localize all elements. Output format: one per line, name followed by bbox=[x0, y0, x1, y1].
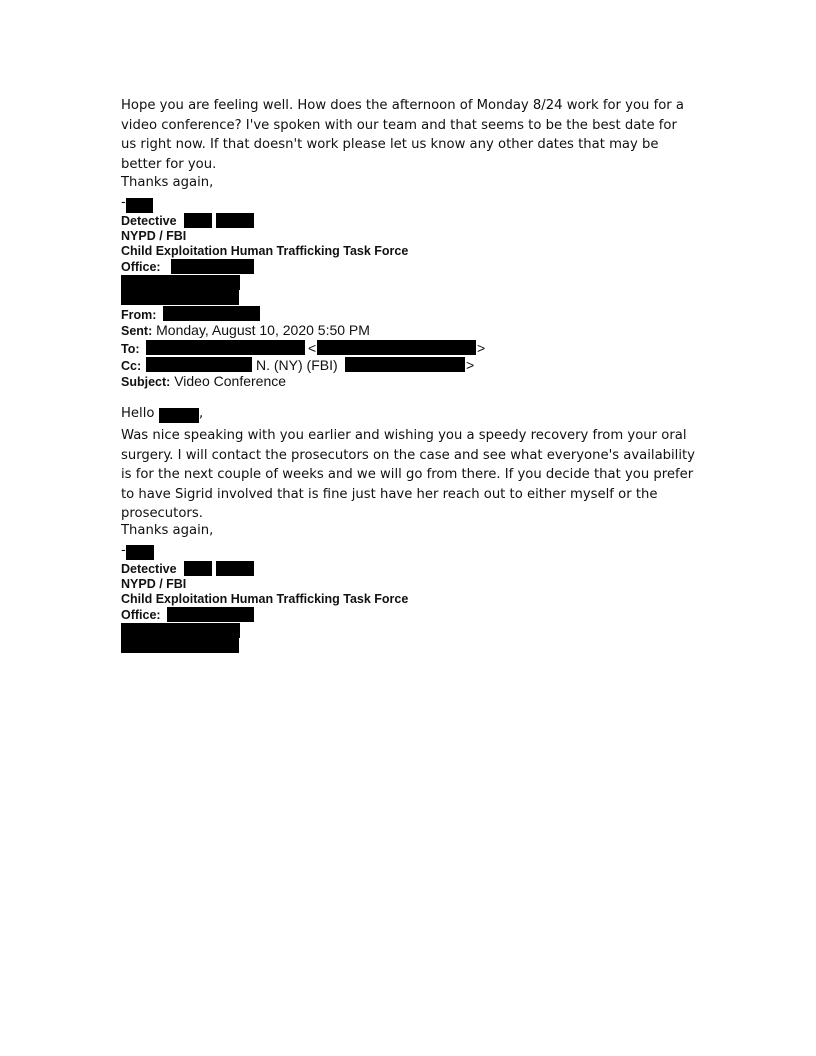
to-label: To: bbox=[121, 342, 140, 356]
message-body-1: Hope you are feeling well. How does the afternoon of Monday 8/24 work for you for a video conference? I've spoken with our team and that seems to be the best date for us right now. If that doesn't work please let us know any other dates that may be better for you. bbox=[121, 98, 684, 172]
signature-org-1: NYPD / FBI bbox=[121, 229, 187, 243]
redaction-box bbox=[159, 408, 199, 423]
signature-office-label-1: Office: bbox=[121, 260, 161, 274]
redaction-box bbox=[317, 340, 476, 355]
cc-label-line bbox=[121, 357, 141, 373]
to-open-bracket: < bbox=[308, 340, 317, 356]
redaction-box bbox=[184, 561, 212, 576]
greeting-2: Hello bbox=[121, 406, 155, 421]
redaction-box bbox=[121, 275, 240, 290]
sender-initial-dash-2: - bbox=[121, 543, 126, 558]
redaction-box bbox=[171, 259, 254, 274]
sent-line bbox=[121, 322, 370, 338]
redaction-box bbox=[146, 340, 305, 355]
redaction-box bbox=[216, 561, 254, 576]
redaction-box bbox=[146, 357, 252, 372]
sent-label: Sent: bbox=[121, 324, 153, 338]
subject-line bbox=[121, 373, 286, 389]
greeting-comma-2: , bbox=[199, 406, 204, 421]
signature-org-2: NYPD / FBI bbox=[121, 577, 187, 591]
from-line bbox=[121, 306, 156, 322]
message-body-2: Was nice speaking with you earlier and wishing you a speedy recovery from your oral surgery. I will contact the prosecutors on the case and see what everyone's availability is for the next couple of weeks and we will go from there. If you decide that you prefer to have Sigrid involved that is fine just have her reach out to either myself or the prosecutors. bbox=[121, 428, 695, 522]
signature-title-1: Detective bbox=[121, 214, 177, 228]
subject-label: Subject: bbox=[121, 375, 171, 389]
to-label-line bbox=[121, 340, 140, 356]
sender-initial-dash-1: - bbox=[121, 195, 126, 210]
cc-label: Cc: bbox=[121, 359, 142, 373]
closing-2: Thanks again, bbox=[121, 523, 214, 538]
redaction-box bbox=[167, 607, 254, 622]
subject-value: Video Conference bbox=[174, 373, 287, 389]
signature-unit-2: Child Exploitation Human Trafficking Task Force bbox=[121, 592, 409, 606]
signature-unit-1: Child Exploitation Human Trafficking Task Force bbox=[121, 244, 409, 258]
redaction-box bbox=[216, 213, 254, 228]
redaction-box bbox=[184, 213, 212, 228]
redaction-box bbox=[121, 290, 239, 305]
to-close-bracket: > bbox=[477, 340, 486, 356]
redaction-box bbox=[163, 306, 260, 321]
signature-title-2: Detective bbox=[121, 562, 177, 576]
redaction-box bbox=[121, 638, 239, 653]
sent-value: Monday, August 10, 2020 5:50 PM bbox=[156, 322, 370, 338]
from-label: From: bbox=[121, 308, 157, 322]
redaction-box bbox=[121, 623, 240, 638]
redaction-box bbox=[126, 198, 153, 213]
cc-close-bracket: > bbox=[466, 357, 475, 373]
cc-middle: N. (NY) (FBI) bbox=[256, 357, 338, 373]
redaction-box bbox=[345, 357, 465, 372]
redaction-box bbox=[126, 545, 154, 560]
signature-office-label-2: Office: bbox=[121, 608, 161, 622]
closing-1: Thanks again, bbox=[121, 175, 214, 190]
